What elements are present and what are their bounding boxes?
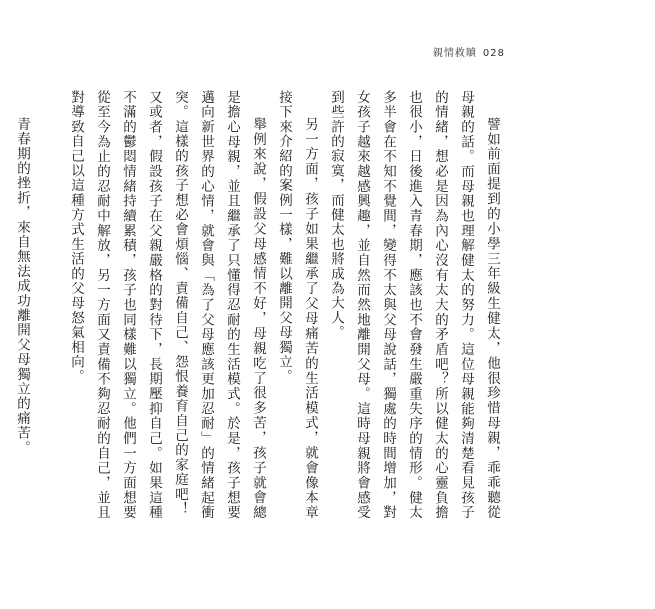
paragraph: 舉例來說，假設父母感情不好，母親吃了很多苦，孩子就會總是擔心母親，並且繼承了只懂得忍耐的生活模式。於是，孩子想要邁向新世界的心情，就會與「為了父母應該更加忍耐」的情緒起衝突。這樣的孩子想必會煩惱、責備自己、怨恨養育自己的家庭吧！ <box>172 90 266 520</box>
paragraph: 又或者，假設孩子在父親嚴格的對待下，長期壓抑自己。如果這種不滿的鬱悶情緒持續累積，孩子也同樣難以獨立。他們一方面想要從至今為止的忍耐中解放，另一方面又責備不夠忍耐的自己，並且對導致自己以這種方式生活的父母怒氣相向。 <box>68 90 162 520</box>
running-header <box>433 44 505 59</box>
page-number: 028 <box>482 48 505 59</box>
body-text <box>9 90 505 520</box>
paragraph: 譬如前面提到的小學三年級生健太，他很珍惜母親，乖乖聽從母親的話。而母親也理解健太的努力。這位母親能夠清楚看見孩子的情緒，想必是因為內心沒有太大的矛盾吧？所以健太的心靈負擔也很小，日後進入青春期，應該也不會發生嚴重失序的情形。健太多半會在不知不覺間，變得不太與父母說話，獨處的時間增加，對女孩子越來越感興趣，並自然而然地離開父母。這時母親將會感受到些許的寂寞，而健太也將成為大人。 <box>328 90 500 520</box>
paragraph: 青春期的挫折，來自無法成功離開父母獨立的痛苦。 <box>14 117 30 456</box>
paragraph: 另一方面，孩子如果繼承了父母痛苦的生活模式，就會像本章接下來介紹的案例一樣，難以離開父母獨立。 <box>276 90 318 520</box>
chapter-title: 親情救贖 <box>432 48 477 59</box>
